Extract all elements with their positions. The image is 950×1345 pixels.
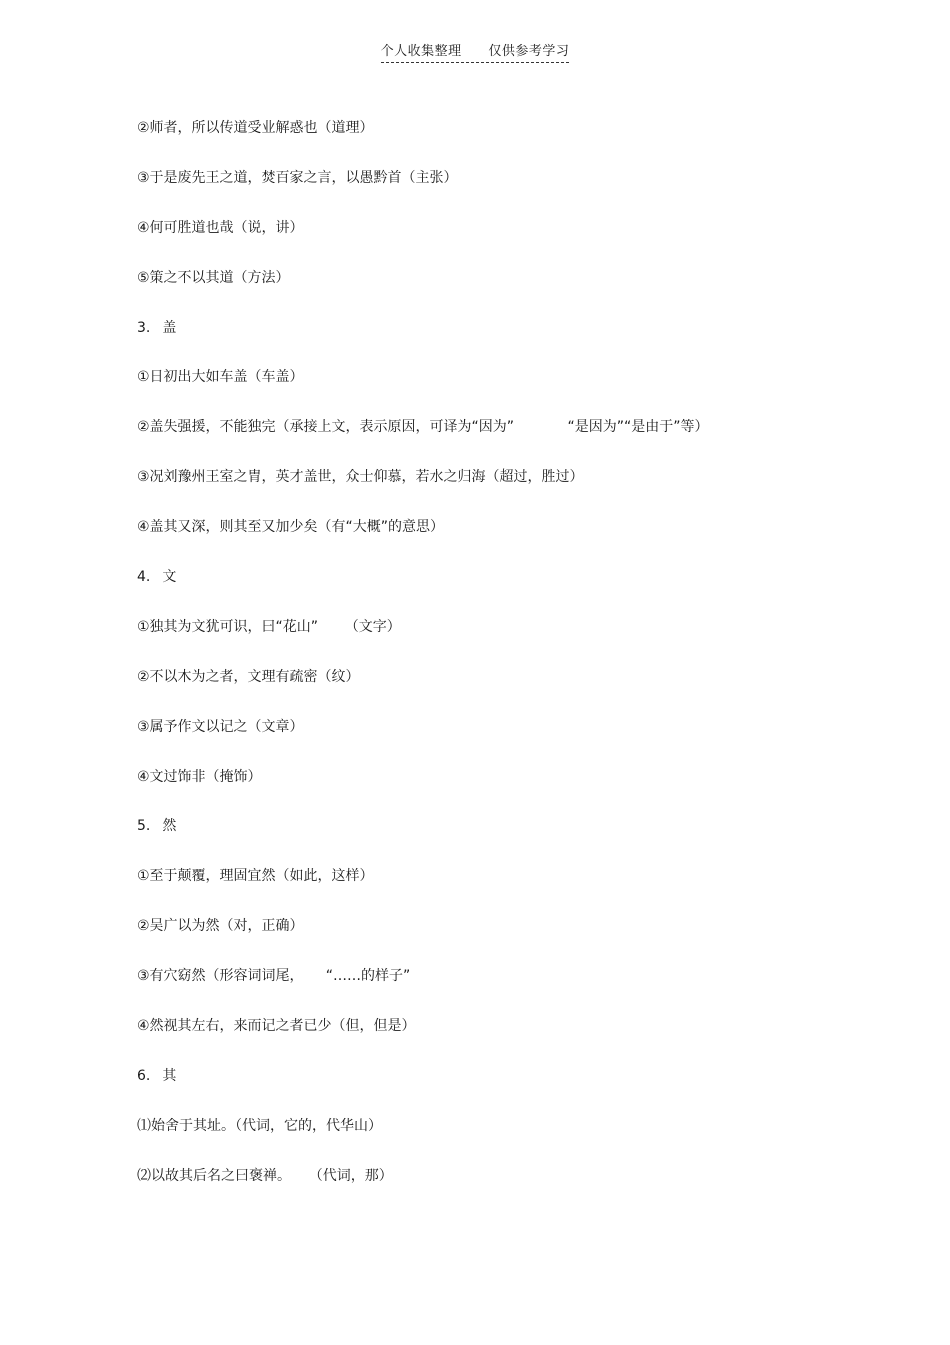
definition-item: ④盖其又深，则其至又加少矣（有“大概”的意思）: [137, 519, 445, 536]
definition-item: ③有穴窈然（形容词词尾， “……的样子”: [137, 968, 411, 985]
definition-item: ①日初出大如车盖（车盖）: [137, 369, 304, 386]
section-number: 3.: [137, 319, 151, 336]
section-number: 6.: [137, 1067, 151, 1084]
definition-item: ③于是废先王之道，焚百家之言，以愚黔首（主张）: [137, 169, 458, 186]
definition-item: ⑴始舍于其址。（代词，它的，代华山）: [137, 1117, 382, 1134]
definition-item: ③属予作文以记之（文章）: [137, 718, 304, 735]
definition-item: ②盖失强援，不能独完（承接上文，表示原因，可译为“因为” “是因为”“是由于”等）: [137, 419, 709, 436]
definition-item: ②不以木为之者，文理有疏密（纹）: [137, 668, 360, 685]
header-left-text: 个人收集整理: [380, 44, 462, 59]
definition-item: ①独其为文犹可识，曰“花山” （文字）: [137, 618, 401, 635]
definition-item: ②师者，所以传道受业解惑也（道理）: [137, 120, 374, 136]
section-word: 然: [162, 818, 177, 835]
section-word: 盖: [162, 319, 177, 336]
section-heading: [137, 318, 917, 368]
definition-item: ④文过饰非（掩饰）: [137, 768, 262, 785]
definition-item: ⑤策之不以其道（方法）: [137, 269, 290, 286]
definition-item: ①至于颠覆，理固宜然（如此，这样）: [137, 868, 374, 885]
section-word: 文: [162, 569, 177, 586]
section-word: 其: [162, 1067, 177, 1084]
definition-item: ⑵以故其后名之曰褒禅。 （代词，那）: [137, 1167, 393, 1184]
definition-item: ④然视其左右，来而记之者已少（但，但是）: [137, 1018, 416, 1035]
section-number: 5.: [137, 818, 151, 835]
definition-item: ④何可胜道也哉（说，讲）: [137, 219, 304, 236]
definition-item: ②吴广以为然（对，正确）: [137, 918, 304, 935]
section-number: 4.: [137, 569, 151, 586]
section-heading: [137, 1066, 917, 1116]
document-body: [137, 118, 917, 1216]
section-heading: [137, 816, 917, 866]
section-heading: [137, 567, 917, 617]
page-header: [0, 40, 950, 63]
header-right-text: 仅供参考学习: [488, 44, 570, 59]
header-banner: [381, 40, 570, 63]
definition-item: ③况刘豫州王室之胄，英才盖世，众士仰慕，若水之归海（超过，胜过）: [137, 469, 584, 486]
